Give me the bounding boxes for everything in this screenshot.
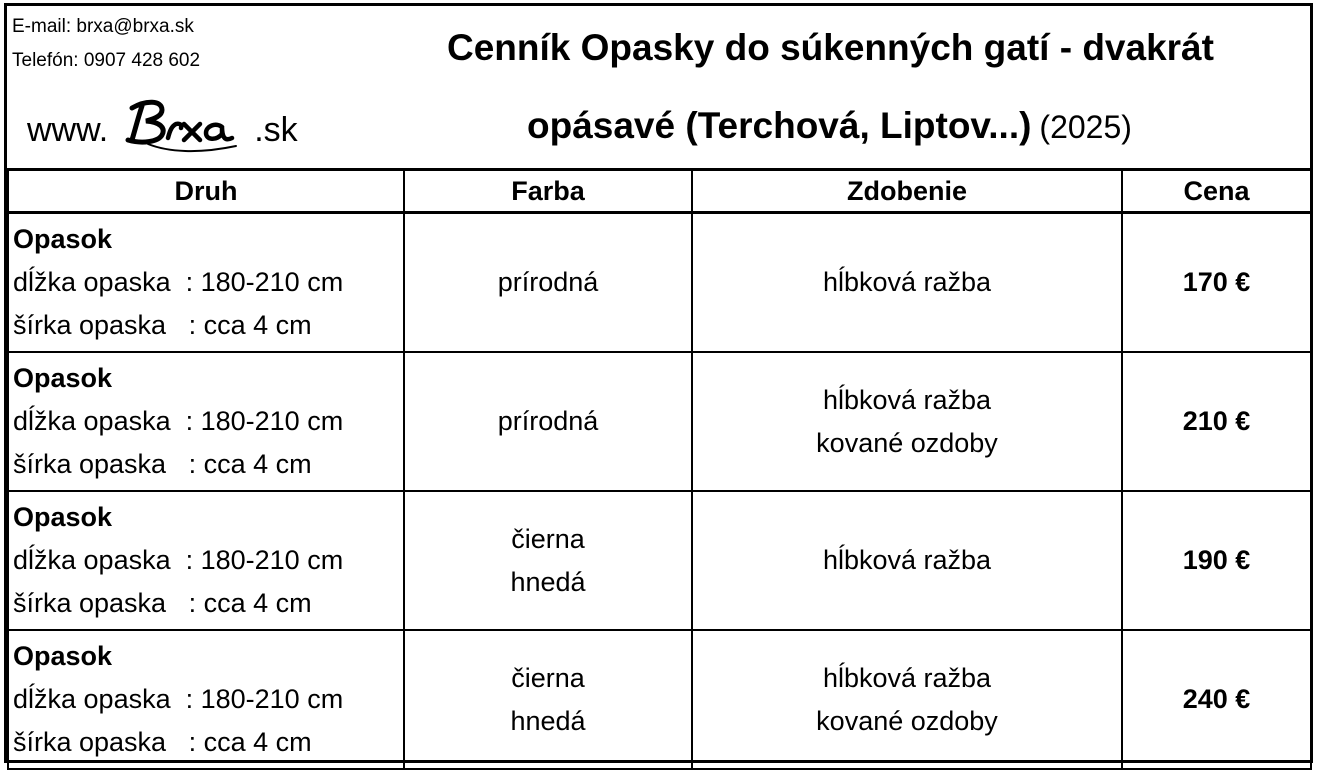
- table-row: [8, 352, 1311, 491]
- cell-cena: 210 €: [1122, 352, 1311, 491]
- cell-cena: 240 €: [1122, 630, 1311, 769]
- decoration-2: kované ozdoby: [816, 427, 998, 458]
- page-title-line2-text: opásavé (Terchová, Liptov...): [527, 105, 1032, 146]
- product-width: šírka opaska : cca 4 cm: [13, 727, 312, 757]
- cell-druh: [8, 491, 404, 630]
- contact-email[interactable]: E-mail: brxa@brxa.sk: [12, 16, 194, 37]
- cell-farba: [404, 630, 692, 769]
- color-2: hnedá: [510, 566, 586, 597]
- cell-zdobenie: [692, 352, 1122, 491]
- product-width: šírka opaska : cca 4 cm: [13, 449, 312, 479]
- web-suffix: .sk: [254, 111, 298, 149]
- column-header-zdobenie: Zdobenie: [692, 170, 1122, 213]
- cell-cena: 170 €: [1122, 213, 1311, 353]
- page-title-line1: Cenník Opasky do súkenných gatí - dvakrát: [447, 27, 1214, 68]
- color-2: hnedá: [510, 705, 586, 736]
- cell-farba: [404, 491, 692, 630]
- table-row: [8, 213, 1311, 353]
- column-header-cena: Cena: [1122, 170, 1311, 213]
- table-row: [8, 491, 1311, 630]
- cell-druh: [8, 630, 404, 769]
- web-prefix: www.: [27, 111, 109, 149]
- title-year: (2025): [1039, 109, 1132, 145]
- decoration-1: hĺbková ražba: [822, 662, 992, 693]
- product-length: dĺžka opaska : 180-210 cm: [13, 406, 344, 436]
- cell-zdobenie: [692, 213, 1122, 353]
- cell-farba: [404, 213, 692, 353]
- color-1: prírodná: [497, 406, 599, 436]
- website-link[interactable]: [27, 98, 298, 162]
- decoration-2: kované ozdoby: [816, 705, 998, 736]
- product-length: dĺžka opaska : 180-210 cm: [13, 267, 344, 297]
- product-width: šírka opaska : cca 4 cm: [13, 588, 312, 618]
- color-1: prírodná: [497, 267, 599, 297]
- product-length: dĺžka opaska : 180-210 cm: [13, 684, 344, 714]
- cell-zdobenie: [692, 630, 1122, 769]
- cell-zdobenie: [692, 491, 1122, 630]
- color-1: čierna: [511, 662, 585, 693]
- cell-druh: [8, 352, 404, 491]
- cell-druh: [8, 213, 404, 353]
- decoration-1: hĺbková ražba: [822, 267, 992, 297]
- brxa-logo: [118, 94, 248, 158]
- product-name: Opasok: [13, 224, 113, 254]
- table-row: [8, 630, 1311, 769]
- decoration-1: hĺbková ražba: [822, 545, 992, 575]
- price-list-frame: [4, 3, 1313, 763]
- price-table: [7, 168, 1312, 770]
- product-name: Opasok: [13, 502, 113, 532]
- product-length: dĺžka opaska : 180-210 cm: [13, 545, 344, 575]
- header: [7, 6, 1310, 168]
- table-header-row: [8, 170, 1311, 213]
- product-width: šírka opaska : cca 4 cm: [13, 310, 312, 340]
- column-header-druh: Druh: [8, 170, 404, 213]
- contact-phone: Telefón: 0907 428 602: [12, 50, 201, 71]
- decoration-1: hĺbková ražba: [822, 384, 992, 415]
- page-title-line2: [527, 104, 1132, 149]
- cell-cena: 190 €: [1122, 491, 1311, 630]
- column-header-farba: Farba: [404, 170, 692, 213]
- product-name: Opasok: [13, 363, 113, 393]
- color-1: čierna: [511, 523, 585, 554]
- cell-farba: [404, 352, 692, 491]
- product-name: Opasok: [13, 641, 113, 671]
